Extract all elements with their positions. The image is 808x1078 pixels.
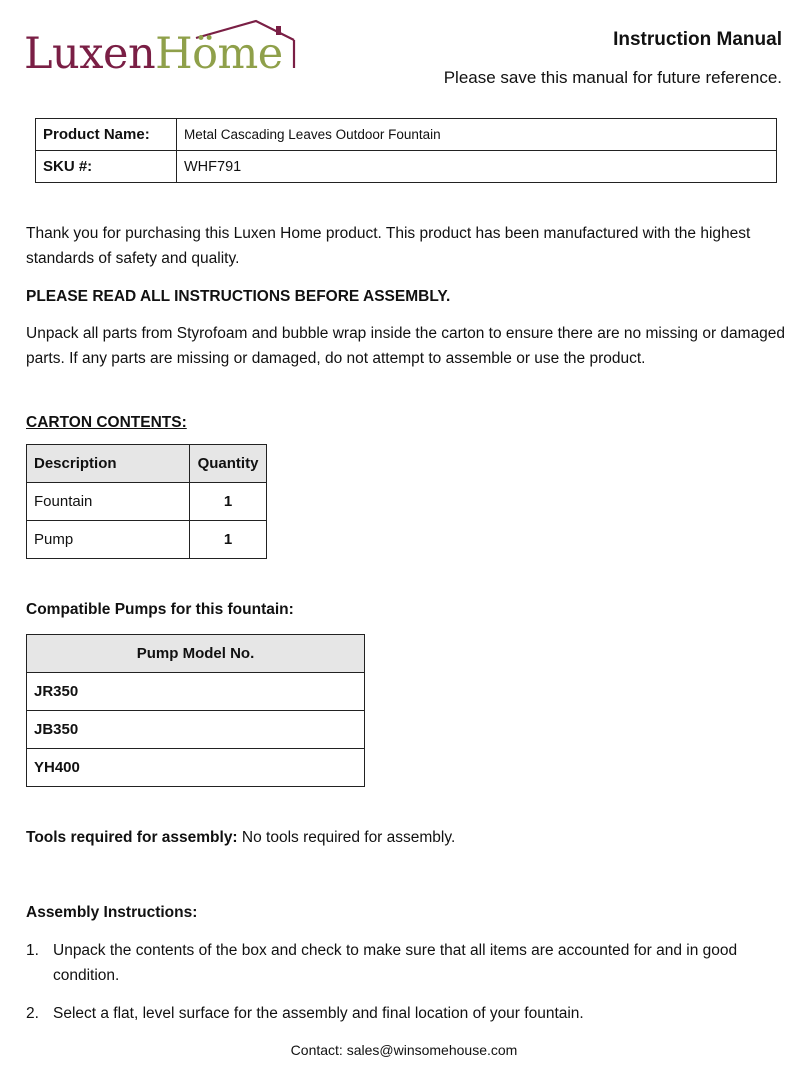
tools-value: No tools required for assembly.	[237, 829, 456, 846]
brand-logo	[24, 16, 304, 79]
table-header-row	[27, 445, 267, 483]
item-description: Fountain	[27, 483, 190, 521]
assembly-steps-list	[26, 938, 786, 1039]
list-item	[26, 938, 786, 988]
item-description: Pump	[27, 521, 190, 559]
page-title: Instruction Manual	[613, 29, 782, 50]
product-name-value: Metal Cascading Leaves Outdoor Fountain	[177, 119, 777, 151]
unpack-paragraph: Unpack all parts from Styrofoam and bubble wrap inside the carton to ensure there are no missing or damaged parts. If any parts are missing or damaged, do not attempt to assemble or use the product.	[26, 325, 786, 367]
pump-model: JB350	[27, 711, 365, 749]
column-header-quantity: Quantity	[190, 445, 267, 483]
compatible-pumps-heading: Compatible Pumps for this fountain:	[26, 601, 294, 618]
step-number: 2.	[26, 1005, 39, 1022]
logo-wordmark	[24, 30, 283, 78]
logo-text-home: Höme	[155, 29, 283, 79]
tools-label: Tools required for assembly:	[26, 829, 238, 846]
logo-text-luxen: Luxen	[24, 29, 156, 79]
read-all-warning: PLEASE READ ALL INSTRUCTIONS BEFORE ASSEMBLY.	[26, 288, 451, 305]
table-row	[27, 711, 365, 749]
list-item	[26, 1001, 786, 1026]
item-quantity: 1	[190, 483, 267, 521]
table-header-row	[27, 635, 365, 673]
step-text: Unpack the contents of the box and check to make sure that all items are accounted for and in good condition.	[53, 942, 738, 984]
table-row	[36, 119, 777, 151]
pump-model: YH400	[27, 749, 365, 787]
table-row	[27, 521, 267, 559]
compatible-pumps-table	[26, 634, 365, 787]
table-row	[36, 151, 777, 183]
sku-value: WHF791	[177, 151, 777, 183]
assembly-heading: Assembly Instructions:	[26, 904, 198, 921]
table-row	[27, 749, 365, 787]
step-number: 1.	[26, 942, 39, 959]
pump-model: JR350	[27, 673, 365, 711]
sku-label: SKU #:	[36, 151, 177, 183]
product-name-label: Product Name:	[36, 119, 177, 151]
table-row	[27, 483, 267, 521]
tools-required	[26, 825, 786, 850]
column-header-pump-model: Pump Model No.	[27, 635, 365, 673]
thank-you-paragraph: Thank you for purchasing this Luxen Home product. This product has been manufactured with the highest standards of safety and quality.	[26, 225, 751, 267]
carton-contents-table	[26, 444, 267, 559]
page-subtitle: Please save this manual for future reference.	[443, 68, 782, 87]
table-row	[27, 673, 365, 711]
product-info-table	[35, 118, 777, 183]
item-quantity: 1	[190, 521, 267, 559]
step-text: Select a flat, level surface for the assembly and final location of your fountain.	[53, 1005, 584, 1022]
footer-contact: Contact: sales@winsomehouse.com	[290, 1042, 518, 1058]
carton-contents-heading: CARTON CONTENTS:	[26, 414, 187, 431]
column-header-description: Description	[27, 445, 190, 483]
